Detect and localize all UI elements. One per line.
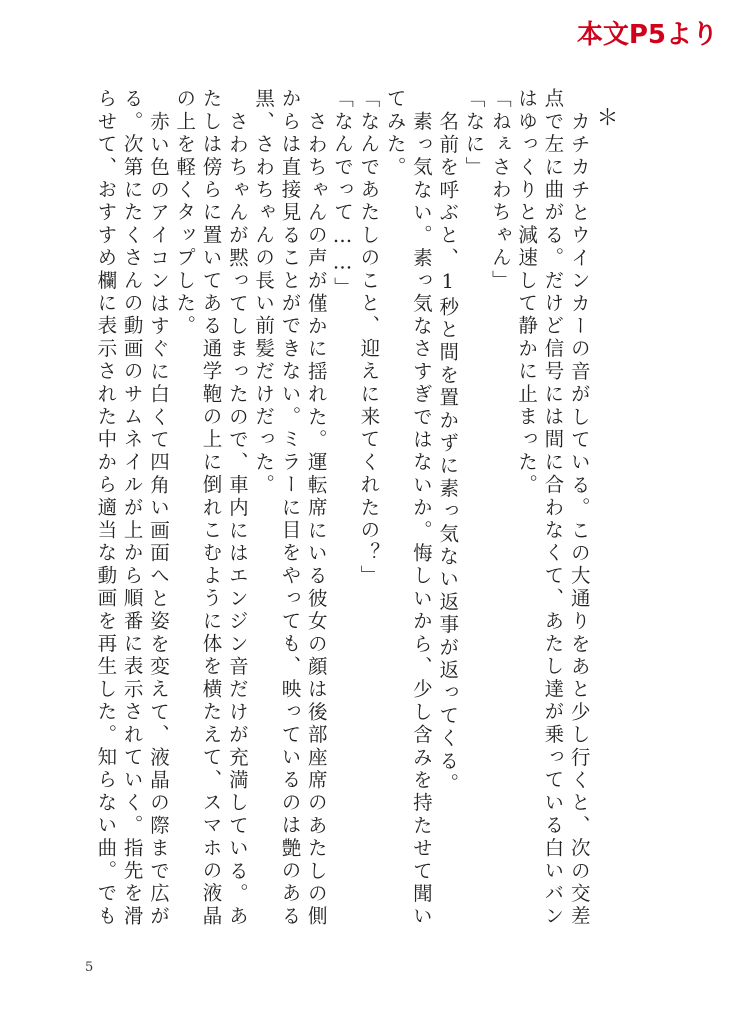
text-line: さわちゃんが黙ってしまったので、車内にはエンジン音だけが充満している。あ <box>225 110 249 928</box>
dialogue-line: 「ねぇさわちゃん」 <box>488 88 512 293</box>
text-line: たしは傍らに置いてある通学鞄の上に倒れこむように体を横たえて、スマホの液晶 <box>199 88 223 928</box>
text-line: 点で左に曲がる。だけど信号には間に合わなくて、あたし達が乗っている白いバン <box>541 88 565 928</box>
page-number: 5 <box>85 960 94 975</box>
text-line: 素っ気ない。素っ気なさすぎではないか。悔しいから、少し含みを持たせて聞い <box>409 110 433 928</box>
vertical-body-text <box>92 88 618 928</box>
text-line: てみた。 <box>383 88 407 179</box>
text-line: らせて、おすすめ欄に表示された中から適当な動画を再生した。知らない曲。でも <box>94 88 118 928</box>
text-line: の上を軽くタップした。 <box>173 88 197 338</box>
text-line: る。次第にたくさんの動画のサムネイルが上から順番に表示されていく。指先を滑 <box>120 88 144 928</box>
text-line: 黒、さわちゃんの長い前髪だけだった。 <box>252 88 276 497</box>
page-reference-label: 本文P5より <box>576 20 718 50</box>
text-line: 赤い色のアイコンはすぐに白くて四角い画面へと姿を変えて、液晶の際まで広が <box>146 110 170 928</box>
text-line: からは直接見ることができない。ミラーに目をやっても、映っているのは艶のある <box>278 88 302 928</box>
text-line: はゆっくりと減速して静かに止まった。 <box>515 88 539 497</box>
dialogue-line: 「なんでって……」 <box>331 88 355 300</box>
dialogue-line: 「なに」 <box>462 88 486 179</box>
text-line: さわちゃんの声が僅かに揺れた。運転席にいる彼女の顔は後部座席のあたしの側 <box>304 110 328 928</box>
section-break-asterisk: ＊ <box>593 106 618 132</box>
text-line: 名前を呼ぶと、1秒と間を置かずに素っ気ない返事が返ってくる。 <box>436 110 460 796</box>
text-line: カチカチとウインカーの音がしている。この大通りをあと少し行くと、次の交差 <box>567 110 591 928</box>
dialogue-line: 「なんであたしのこと、迎えに来てくれたの？」 <box>357 88 381 588</box>
